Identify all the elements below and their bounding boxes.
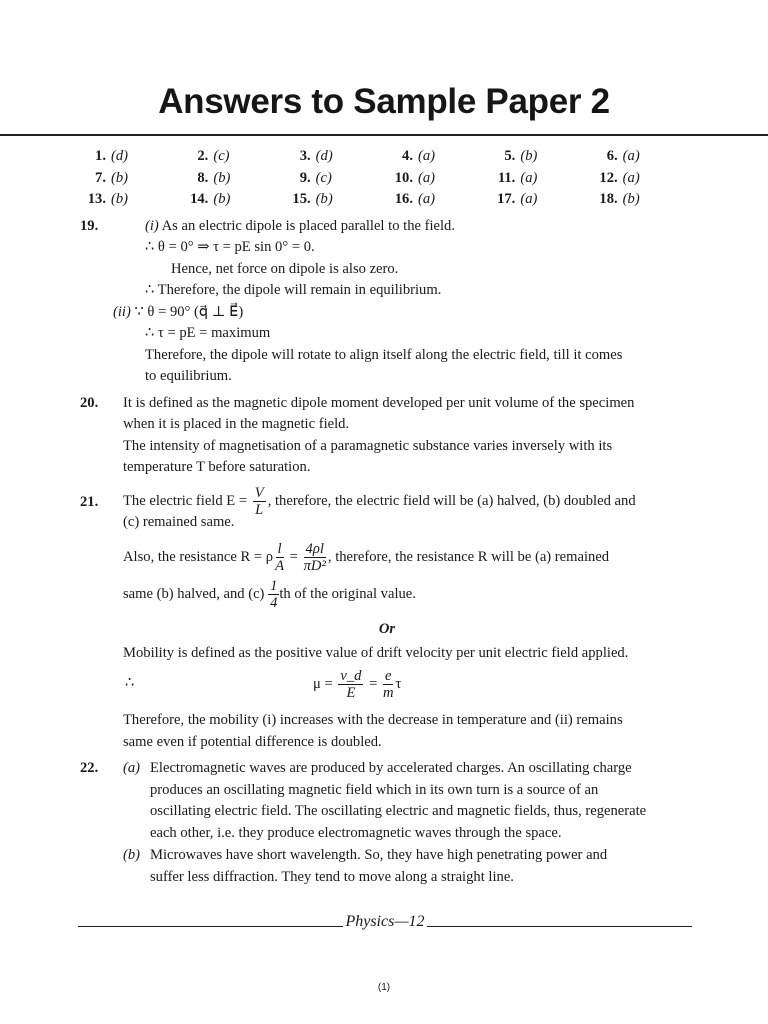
mcq-answer (80, 146, 182, 168)
answer-text: , therefore, the electric field will be (a) halved, (b) doubled and (267, 492, 636, 509)
answer-line (123, 537, 694, 577)
part-a (123, 758, 694, 844)
part-label: (a) (123, 760, 141, 777)
mcq-answer (592, 146, 694, 168)
mu-symbol: μ = (313, 676, 337, 693)
answer-option: (d) (111, 148, 129, 164)
answer-line: ∴ Therefore, the dipole will remain in equilibrium. (145, 282, 442, 298)
question-number: 6. (606, 148, 618, 164)
answer-line: It is defined as the magnetic dipole moment developed per unit volume of the specimen (123, 394, 635, 411)
fraction-denominator: 4 (270, 595, 278, 612)
answer-line: Microwaves have short wavelength. So, they have high penetrating power and (150, 847, 608, 864)
fraction (383, 668, 394, 701)
answer-line: temperature T before saturation. (123, 459, 311, 475)
question-number: 2. (197, 148, 209, 164)
answer-21 (80, 484, 694, 754)
question-number: 18. (599, 191, 618, 207)
answer-text: same (b) halved, and (c) (123, 586, 269, 603)
answer-line: Therefore, the dipole will rotate to align itself along the electric field, till it comes (145, 346, 623, 363)
part-label: (i) (145, 217, 159, 234)
therefore-symbol: ∴ (125, 675, 135, 692)
mcq-answer (285, 168, 387, 190)
tau-symbol: τ (395, 676, 402, 693)
equals-sign: = (365, 676, 381, 693)
mcq-answer (182, 168, 284, 190)
question-number: 1. (95, 148, 106, 164)
mcq-answer (489, 168, 591, 190)
answer-option: (c) (213, 148, 230, 164)
answer-option: (a) (622, 148, 640, 164)
part-label: (b) (123, 847, 141, 864)
answer-19 (80, 216, 694, 388)
fraction (253, 485, 266, 518)
fraction-denominator: E (346, 685, 356, 702)
mcq-answer (285, 189, 387, 211)
answer-line: when it is placed in the magnetic field. (123, 416, 350, 432)
answer-text: As an electric dipole is placed parallel to the field. (161, 217, 456, 234)
answer-line: produces an oscillating magnetic field which in its own turn is a source of an (150, 781, 599, 798)
answer-option: (b) (213, 169, 231, 186)
answer-text: ∵ θ = 90° (q⃗ ⊥ E⃗) (134, 303, 244, 320)
answer-20 (80, 393, 694, 479)
fraction (304, 541, 326, 574)
fraction-numerator: l (277, 541, 282, 558)
question-number: 8. (197, 169, 209, 186)
question-number: 10. (394, 169, 413, 186)
mcq-answer (387, 189, 489, 211)
answer-line (113, 302, 694, 324)
question-number: 9. (299, 169, 311, 186)
answer-line: to equilibrium. (145, 368, 232, 384)
fraction-numerator: e (385, 668, 392, 685)
answers-content (80, 146, 694, 888)
mcq-answer (489, 189, 591, 211)
question-number: 12. (599, 169, 618, 186)
answer-line: same even if potential difference is doubled. (123, 733, 382, 750)
mcq-answer (182, 146, 284, 168)
part-label: (ii) (113, 303, 131, 320)
question-number: 16. (394, 191, 413, 207)
answer-option: (a) (418, 148, 436, 164)
fraction-numerator: V (254, 484, 264, 501)
title-divider (0, 134, 768, 136)
answer-text: The electric field E = (123, 492, 251, 509)
answer-option: (b) (520, 148, 538, 164)
answer-option: (b) (111, 191, 129, 207)
answer-22 (80, 758, 694, 888)
equation (313, 664, 401, 704)
fraction-denominator: m (382, 685, 394, 702)
answer-line: suffer less diffraction. They tend to move along a straight line. (150, 868, 514, 885)
mobility-equation (123, 664, 694, 704)
question-number: 7. (95, 169, 106, 186)
part-b (123, 845, 694, 888)
fraction-denominator: L (255, 501, 264, 518)
or-separator: Or (378, 621, 396, 638)
fraction-numerator: 4ρl (305, 541, 324, 558)
fraction (338, 668, 363, 701)
answer-line: The intensity of magnetisation of a paramagnetic substance varies inversely with its (123, 437, 613, 454)
mcq-answer (592, 189, 694, 211)
answer-option: (c) (315, 169, 332, 186)
mcq-answer (489, 146, 591, 168)
page-number: (1) (377, 982, 391, 993)
answer-line: ∴ θ = 0° ⇒ τ = pE sin 0° = 0. (145, 239, 315, 255)
answer-option: (b) (213, 191, 231, 207)
fraction (268, 578, 279, 611)
equals-sign: = (286, 549, 302, 566)
answer-line: oscillating electric field. The oscillating electric and magnetic fields, thus, regenerate (150, 803, 647, 820)
answer-option: (a) (418, 191, 436, 207)
answer-option: (a) (418, 169, 436, 186)
answer-option: (b) (315, 191, 333, 207)
answer-line: Mobility is defined as the positive value of drift velocity per unit electric field applied. (123, 644, 629, 661)
question-number: 17. (497, 191, 516, 207)
answer-option: (b) (111, 169, 129, 186)
question-number: 14. (190, 191, 209, 207)
question-number: 22. (80, 760, 99, 777)
question-number: 5. (504, 148, 516, 164)
question-number: 4. (402, 148, 413, 164)
mcq-answer-grid (80, 146, 694, 211)
mcq-answer (182, 189, 284, 211)
answer-line: ∴ τ = pE = maximum (145, 325, 271, 341)
answer-line: Therefore, the mobility (i) increases with the decrease in temperature and (ii) remains (123, 712, 623, 729)
answer-line: each other, i.e. they produce electromagnetic waves through the space. (150, 824, 562, 841)
mcq-answer (80, 168, 182, 190)
answer-option: (b) (622, 191, 640, 207)
mcq-answer (80, 189, 182, 211)
answer-text: , therefore, the resistance R will be (a) remained (327, 549, 610, 566)
answer-line: (c) remained same. (123, 513, 235, 530)
mcq-answer (387, 168, 489, 190)
question-number: 3. (299, 148, 311, 164)
question-number: 21. (80, 493, 99, 510)
fraction (275, 541, 284, 574)
fraction-numerator: v_d (340, 668, 362, 685)
footer-rule-right (427, 926, 692, 927)
answer-option: (a) (520, 191, 538, 207)
question-number: 19. (80, 217, 99, 234)
fraction-denominator: πD² (303, 558, 326, 575)
mcq-answer (285, 146, 387, 168)
page-title: Answers to Sample Paper 2 (158, 82, 610, 121)
question-number: 11. (497, 169, 516, 186)
answer-line (123, 216, 694, 238)
footer-title: Physics—12 (345, 913, 425, 930)
question-number: 20. (80, 394, 99, 411)
question-number: 15. (292, 191, 311, 207)
mcq-answer (592, 168, 694, 190)
fraction-denominator: A (275, 558, 284, 575)
fraction-numerator: 1 (270, 578, 278, 595)
mcq-answer (387, 146, 489, 168)
answer-option: (d) (315, 148, 333, 164)
answer-option: (a) (622, 169, 640, 186)
answer-line (123, 577, 694, 611)
question-number: 13. (87, 191, 106, 207)
footer-rule-left (78, 926, 343, 927)
answer-text: th of the original value. (279, 586, 416, 603)
answer-text: Also, the resistance R = ρ (123, 549, 274, 566)
answer-option: (a) (520, 169, 538, 186)
answer-line: Hence, net force on dipole is also zero. (171, 260, 399, 277)
page-footer (78, 913, 692, 931)
answer-line: Electromagnetic waves are produced by accelerated charges. An oscillating charge (150, 760, 632, 777)
